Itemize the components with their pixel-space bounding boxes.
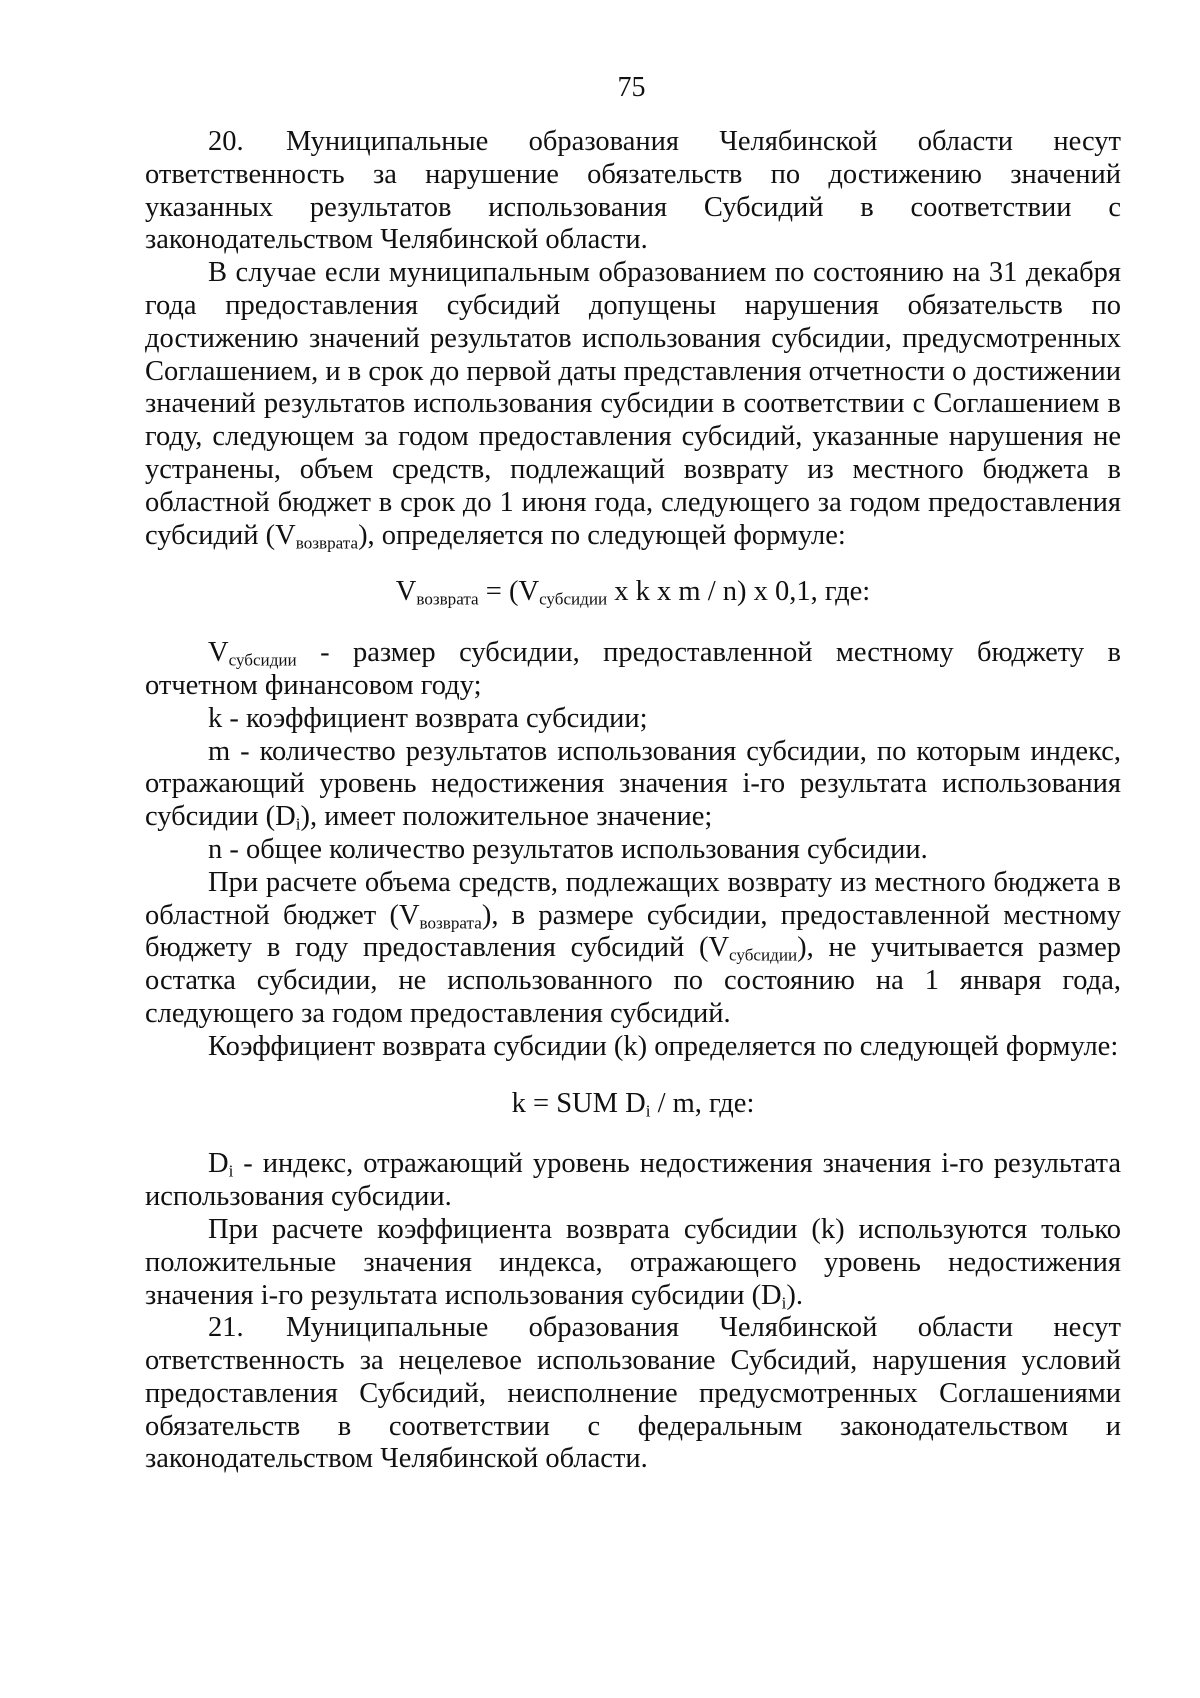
subscript: возврата [295,532,359,552]
subscript: возврата [416,589,479,609]
clause-21 [145,1312,1121,1476]
definition-n: n - общее количество результатов использования субсидии. [208,833,928,865]
clause-text: Муниципальные образования Челябинской области несут ответственность за нецелевое использование Субсидий, нарушения условий предоставления Субсидий, неисполнение предусмотренных Соглашениями обязательств в соответствии с федеральным законодательством и законодательством Челябинской области. [145,1312,1121,1475]
subscript: субсидии [729,945,798,965]
definition-m [145,736,1121,834]
subscript: возврата [419,912,482,932]
definition-text: - индекс, отражающий уровень недостижения значения i-го результата использования субсидии. [145,1148,1121,1213]
paragraph-text: ). [786,1279,804,1311]
paragraph-text: ), в размере субсидии, предоставленной местному бюджету в году предоставления субсидий (V [145,899,1121,964]
subscript: i [781,1292,787,1312]
paragraph-text: При расчете коэффициента возврата субсидии (k) используются только положительные значения индекса, отражающего уровень недостижения значения i-го результата использования субсидии (D [145,1213,1121,1311]
formula-text: / m, где: [650,1087,755,1119]
definition-k: k - коэффициент возврата субсидии; [208,702,648,734]
document-body [145,126,1121,1476]
paragraph-positive-values [145,1214,1121,1312]
definition-d [145,1148,1121,1214]
page-number: 75 [617,72,646,103]
paragraph-coefficient: Коэффициент возврата субсидии (k) определяется по следующей формуле: [208,1030,1119,1062]
formula-symbol: V [208,637,229,669]
subscript: субсидии [539,589,608,609]
paragraph-calculation [145,867,1121,1031]
formula-text: x k x m / n) x 0,1, где: [607,576,871,608]
subscript: субсидии [228,650,297,670]
subscript: i [645,1100,651,1120]
formula-v-return [145,576,1121,609]
formula-text: = (V [478,576,540,608]
paragraph-case [145,257,1121,552]
definition-text: m - количество результатов использования субсидии, по которым индекс, отражающий уровень недостижения значения i-го результата использования субсидии (D [145,735,1121,833]
formula-symbol: V [395,576,417,608]
definition-text: - размер субсидии, предоставленной местному бюджету в отчетном финансовом году; [145,637,1121,701]
clause-number: 20. [208,126,244,157]
formula-symbol: D [208,1148,229,1180]
clause-20 [145,126,1121,257]
formula-text: k = SUM D [511,1087,646,1119]
definition-text: ), имеет положительное значение; [300,801,713,833]
paragraph-text: При расчете объема средств, подлежащих возврату из местного бюджета в областной бюджет (V [145,866,1121,931]
clause-number: 21. [208,1312,244,1344]
subscript: i [295,814,301,834]
formula-k [145,1088,1121,1121]
subscript: i [228,1161,234,1181]
paragraph-text: В случае если муниципальным образованием по состоянию на 31 декабря года предоставления субсидий допущены нарушения обязательств по достижению значений результатов использования субсидии, предусмотренных Соглашением, и в срок до первой даты представления отчетности о достижении значений результатов использования субсидии в соответствии с Соглашением в году, следующем за годом предоставления субсидий, указанные нарушения не устранены, объем средств, подлежащий возврату из местного бюджета в областной бюджет в срок до 1 июня года, следующего за годом предоставления субсидий (V [145,257,1121,551]
paragraph-text: ), не учитывается размер остатка субсидии, не использованного по состоянию на 1 января года, следующего за годом предоставления субсидий. [145,932,1121,1029]
clause-text: Муниципальные образования Челябинской области несут ответственность за нарушение обязательств по достижению значений указанных результатов использования Субсидий в соответствии с законодательством Челябинской области. [145,126,1121,256]
definition-v-subsidy [145,637,1121,703]
paragraph-text: ), определяется по следующей формуле: [358,519,846,551]
